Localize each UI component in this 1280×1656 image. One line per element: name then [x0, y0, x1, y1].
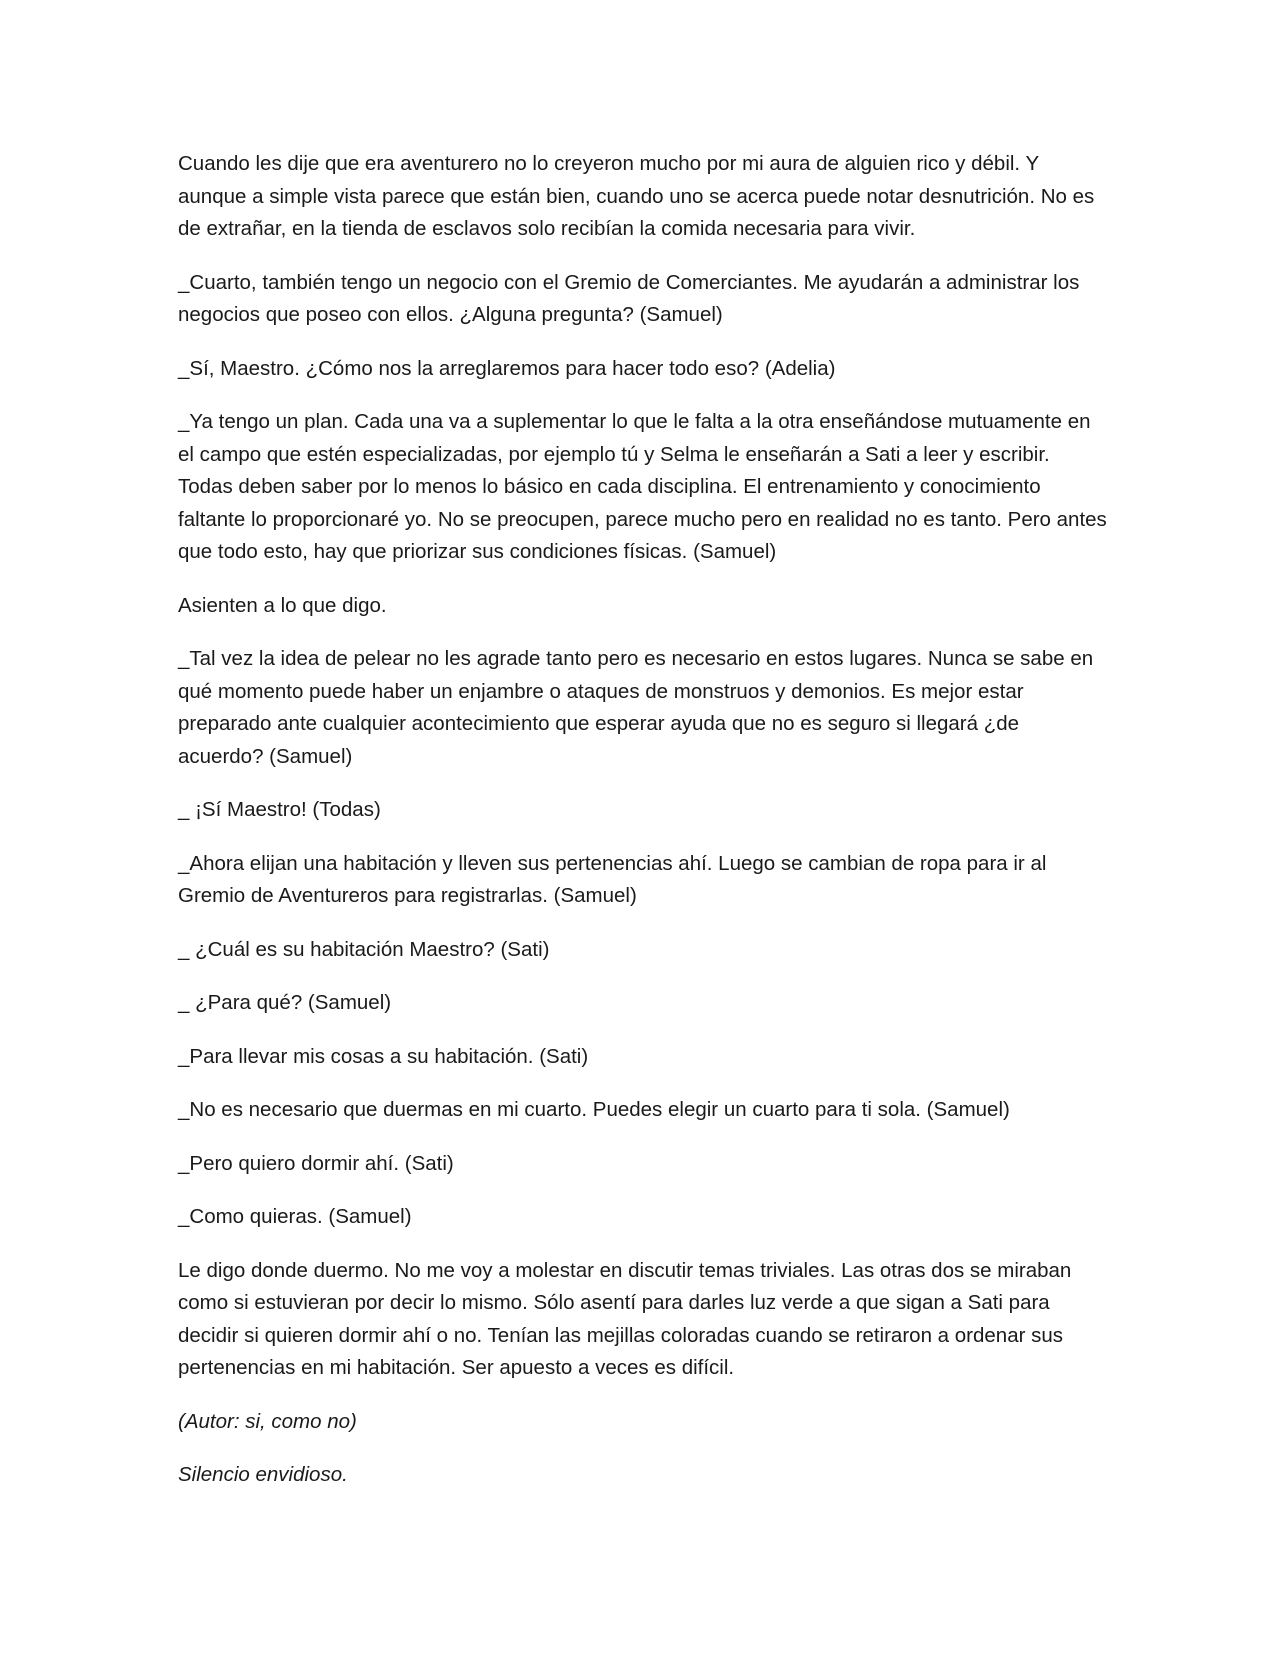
paragraph: Asienten a lo que digo.: [178, 593, 387, 617]
paragraph: Le digo donde duermo. No me voy a molestar en discutir temas triviales. Las otras dos se miraban como si estuvieran por decir lo mismo. Sólo asentí para darles luz verde a que sigan a Sati para decidir si quieren dormir ahí o no. Tenían las mejillas coloradas cuando se retiraron a ordenar sus pertenencias en mi habitación. Ser apuesto a veces es difícil.: [178, 1258, 1072, 1379]
paragraph: _ ¿Para qué? (Samuel): [178, 991, 392, 1014]
paragraph: _Ya tengo un plan. Cada una va a suplementar lo que le falta a la otra enseñándose mutuamente en el campo que estén especializadas, por ejemplo tú y Selma le enseñarán a Sati a leer y escribir. Todas deben saber por lo menos lo básico en cada disciplina. El entrenamiento y conocimiento faltante lo proporcionaré yo. No se preocupen, parece mucho pero en realidad no es tanto. Pero antes que todo esto, hay que priorizar sus condiciones físicas. (Samuel): [178, 410, 1107, 563]
document-body: [178, 148, 1108, 1513]
closing-line: Silencio envidioso.: [178, 1463, 348, 1486]
paragraph: _Pero quiero dormir ahí. (Sati): [178, 1151, 454, 1175]
paragraph: _Sí, Maestro. ¿Cómo nos la arreglaremos para hacer todo eso? (Adelia): [178, 356, 836, 380]
paragraph: _Para llevar mis cosas a su habitación. (Sati): [178, 1044, 589, 1068]
paragraph: _Ahora elijan una habitación y lleven sus pertenencias ahí. Luego se cambian de ropa para ir al Gremio de Aventureros para registrarlas. (Samuel): [178, 851, 1047, 907]
paragraph: _Como quieras. (Samuel): [178, 1205, 412, 1228]
paragraph: _No es necesario que duermas en mi cuarto. Puedes elegir un cuarto para ti sola. (Samuel): [178, 1098, 1010, 1121]
paragraph: _Cuarto, también tengo un negocio con el Gremio de Comerciantes. Me ayudarán a administrar los negocios que poseo con ellos. ¿Alguna pregunta? (Samuel): [178, 270, 1080, 326]
paragraph: _ ¿Cuál es su habitación Maestro? (Sati): [178, 937, 550, 961]
paragraph: _ ¡Sí Maestro! (Todas): [178, 798, 381, 821]
paragraph: Cuando les dije que era aventurero no lo creyeron mucho por mi aura de alguien rico y débil. Y aunque a simple vista parece que están bien, cuando uno se acerca puede notar desnutrición. No es de extrañar, en la tienda de esclavos solo recibían la comida necesaria para vivir.: [178, 152, 1095, 240]
author-note: (Autor: si, como no): [178, 1409, 357, 1433]
paragraph: _Tal vez la idea de pelear no les agrade tanto pero es necesario en estos lugares. Nunca se sabe en qué momento puede haber un enjambre o ataques de monstruos y demonios. Es mejor estar preparado ante cualquier acontecimiento que esperar ayuda que no es seguro si llegará ¿de acuerdo? (Samuel): [178, 647, 1094, 768]
